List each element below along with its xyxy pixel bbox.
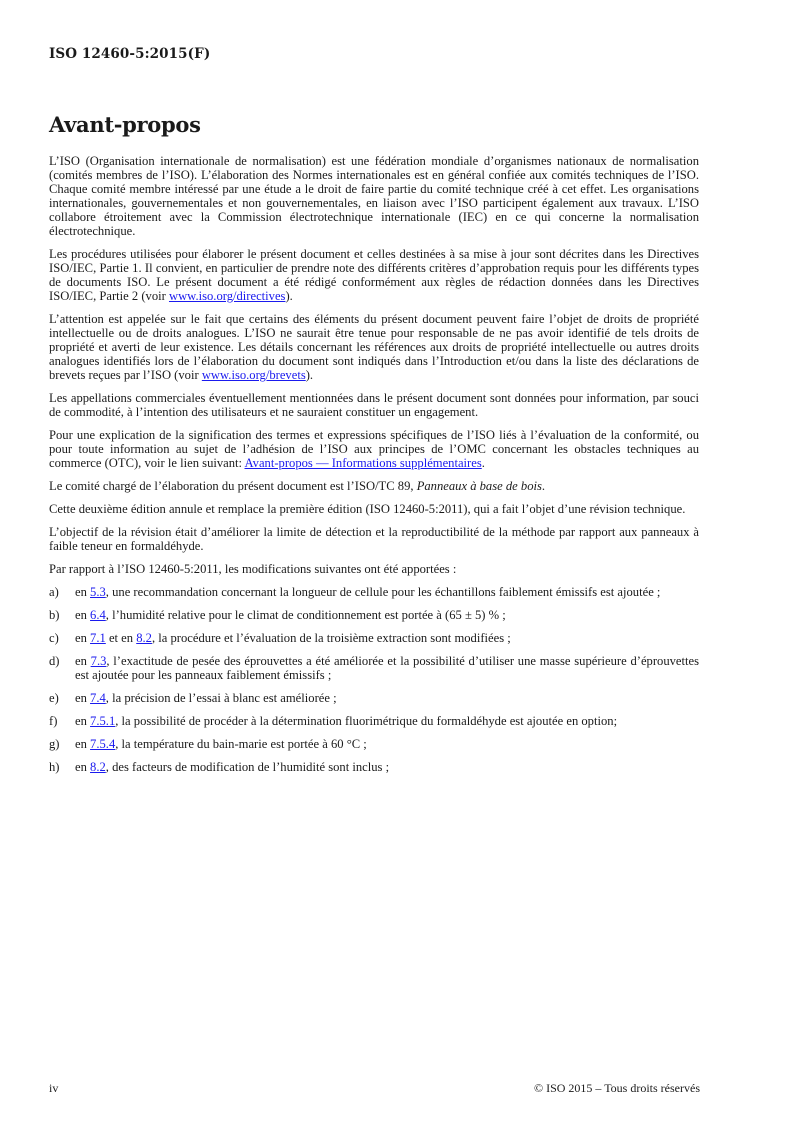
list-item: [49, 714, 699, 728]
list-marker: f): [49, 714, 58, 728]
list-text: en: [75, 608, 91, 622]
list-item: [49, 654, 699, 682]
document-identifier: ISO 12460-5:2015(F): [49, 46, 211, 62]
list-text: en: [75, 654, 91, 668]
list-item-text: [75, 714, 699, 728]
list-text: , une recommandation concernant la longueur de cellule pour les échantillons faiblement émissifs est ajoutée ;: [105, 585, 661, 599]
link-brevets[interactable]: www.iso.org/brevets: [201, 368, 306, 382]
list-text: , la précision de l’essai à blanc est améliorée ;: [105, 691, 337, 705]
clause-link[interactable]: 8.2: [136, 631, 152, 645]
list-text: en: [75, 691, 91, 705]
clause-link[interactable]: 7.4: [90, 691, 106, 705]
paragraph-text: Le comité chargé de l’élaboration du présent document est l’ISO/TC 89,: [49, 479, 417, 493]
paragraph-iso-intro: L’ISO (Organisation internationale de normalisation) est une fédération mondiale d’organismes nationaux de normalisation (comités membres de l’ISO). L’élaboration des Normes internationales est en général confiée aux comités techniques de l’ISO. Chaque comité membre intéressé par une étude a le droit de faire partie du comité technique créé à cet effet. Les organisations internationales, gouvernementales et non gouvernementales, en liaison avec l’ISO participent également aux travaux. L’ISO collabore étroitement avec la Commission électrotechnique internationale (IEC) en ce qui concerne la normalisation électrotechnique.: [49, 154, 699, 238]
list-text: en: [75, 631, 91, 645]
paragraph-text: Pour une explication de la signification des termes et expressions spécifiques de l’ISO liés à l’évaluation de la conformité, ou pour toute information au sujet de l’adhésion de l’ISO aux principes de l’OMC concernant les obstacles techniques au commerce (OTC), voir le lien suivant:: [49, 428, 699, 470]
list-text: en: [75, 714, 91, 728]
list-marker: c): [49, 631, 59, 645]
page-number: iv: [49, 1081, 59, 1095]
list-item-text: [75, 691, 699, 705]
clause-link[interactable]: 7.5.4: [90, 737, 116, 751]
paragraph-text-end: ).: [305, 368, 314, 382]
list-text: en: [75, 585, 91, 599]
list-item: [49, 585, 699, 599]
list-item-text: [75, 631, 699, 645]
list-marker: d): [49, 654, 60, 668]
clause-link[interactable]: 7.3: [90, 654, 107, 668]
list-text: et en: [105, 631, 137, 645]
list-item-text: [75, 654, 699, 682]
list-marker: g): [49, 737, 60, 751]
paragraph-patent-rights: [49, 312, 699, 382]
paragraph-text: L’attention est appelée sur le fait que certains des éléments du présent document peuvent faire l’objet de droits de propriété intellectuelle ou de droits analogues. L’ISO ne saurait être tenue pour responsable de ne pas avoir identifié de tels droits de propriété et averti de leur existence. Les détails concernant les références aux droits de propriété intellectuelle ou autres droits analogues identifiés lors de l’élaboration du document sont indiqués dans l’Introduction et/ou dans la liste des déclarations de brevets reçues par l’ISO (voir: [49, 312, 699, 382]
list-text: en: [75, 760, 91, 774]
list-marker: h): [49, 760, 60, 774]
list-text: , l’exactitude de pesée des éprouvettes a été améliorée et la possibilité d’utiliser une masse supérieure d’éprouvettes est ajoutée pour les panneaux faiblement émissifs ;: [75, 654, 699, 682]
paragraph-revision-objective: L’objectif de la révision était d’améliorer la limite de détection et la reproductibilité de la méthode par rapport aux panneaux à faible teneur en formaldéhyde.: [49, 525, 699, 553]
list-item: [49, 760, 699, 774]
list-item: [49, 691, 699, 705]
list-item: [49, 631, 699, 645]
list-text: , la procédure et l’évaluation de la troisième extraction sont modifiées ;: [151, 631, 511, 645]
list-text: , l’humidité relative pour le climat de conditionnement est portée à (65 ± 5) % ;: [105, 608, 506, 622]
list-text: en: [75, 737, 91, 751]
committee-title: Panneaux à base de bois: [416, 479, 542, 493]
paragraph-text-end: .: [481, 456, 485, 470]
paragraph-committee: [49, 479, 699, 493]
clause-link[interactable]: 8.2: [90, 760, 106, 774]
list-item-text: [75, 608, 699, 622]
list-text: , des facteurs de modification de l’humidité sont inclus ;: [105, 760, 390, 774]
paragraph-trade-names: Les appellations commerciales éventuellement mentionnées dans le présent document sont données pour information, par souci de commodité, à l’intention des utilisateurs et ne sauraient constituer un engagement.: [49, 391, 699, 419]
clause-link[interactable]: 6.4: [90, 608, 106, 622]
list-item-text: [75, 760, 699, 774]
copyright-notice: © ISO 2015 – Tous droits réservés: [533, 1081, 700, 1095]
list-marker: a): [49, 585, 59, 599]
paragraph-conformity: [49, 428, 699, 470]
paragraph-edition: Cette deuxième édition annule et remplace la première édition (ISO 12460-5:2011), qui a fait l’objet d’une révision technique.: [49, 502, 686, 516]
list-item-text: [75, 737, 699, 751]
link-foreword-info[interactable]: Avant-propos — Informations supplémentaires: [244, 456, 482, 470]
list-text: , la température du bain-marie est portée à 60 °C ;: [115, 737, 367, 751]
paragraph-text-end: .: [541, 479, 546, 493]
foreword-body: [49, 154, 699, 783]
link-directives[interactable]: www.iso.org/directives: [168, 289, 286, 303]
paragraph-text-end: ).: [285, 289, 293, 303]
list-marker: b): [49, 608, 60, 622]
list-text: , la possibilité de procéder à la détermination fluorimétrique du formaldéhyde est ajoutée en option;: [115, 714, 618, 728]
page-title: Avant-propos: [49, 112, 201, 137]
changes-list: [49, 585, 699, 774]
clause-link[interactable]: 5.3: [90, 585, 106, 599]
list-item-text: [75, 585, 699, 599]
list-item: [49, 608, 699, 622]
paragraph-text: Les procédures utilisées pour élaborer le présent document et celles destinées à sa mise à jour sont décrites dans les Directives ISO/IEC, Partie 1. Il convient, en particulier de prendre note des différents critères d’approbation requis pour les différents types de documents ISO. Le présent document a été rédigé conformément aux règles de rédaction données dans les Directives ISO/IEC, Partie 2 (voir: [49, 247, 699, 303]
list-marker: e): [49, 691, 59, 705]
paragraph-procedures: [49, 247, 699, 303]
paragraph-changes-intro: Par rapport à l’ISO 12460-5:2011, les modifications suivantes ont été apportées :: [49, 562, 457, 576]
list-item: [49, 737, 699, 751]
clause-link[interactable]: 7.1: [90, 631, 106, 645]
clause-link[interactable]: 7.5.1: [90, 714, 116, 728]
